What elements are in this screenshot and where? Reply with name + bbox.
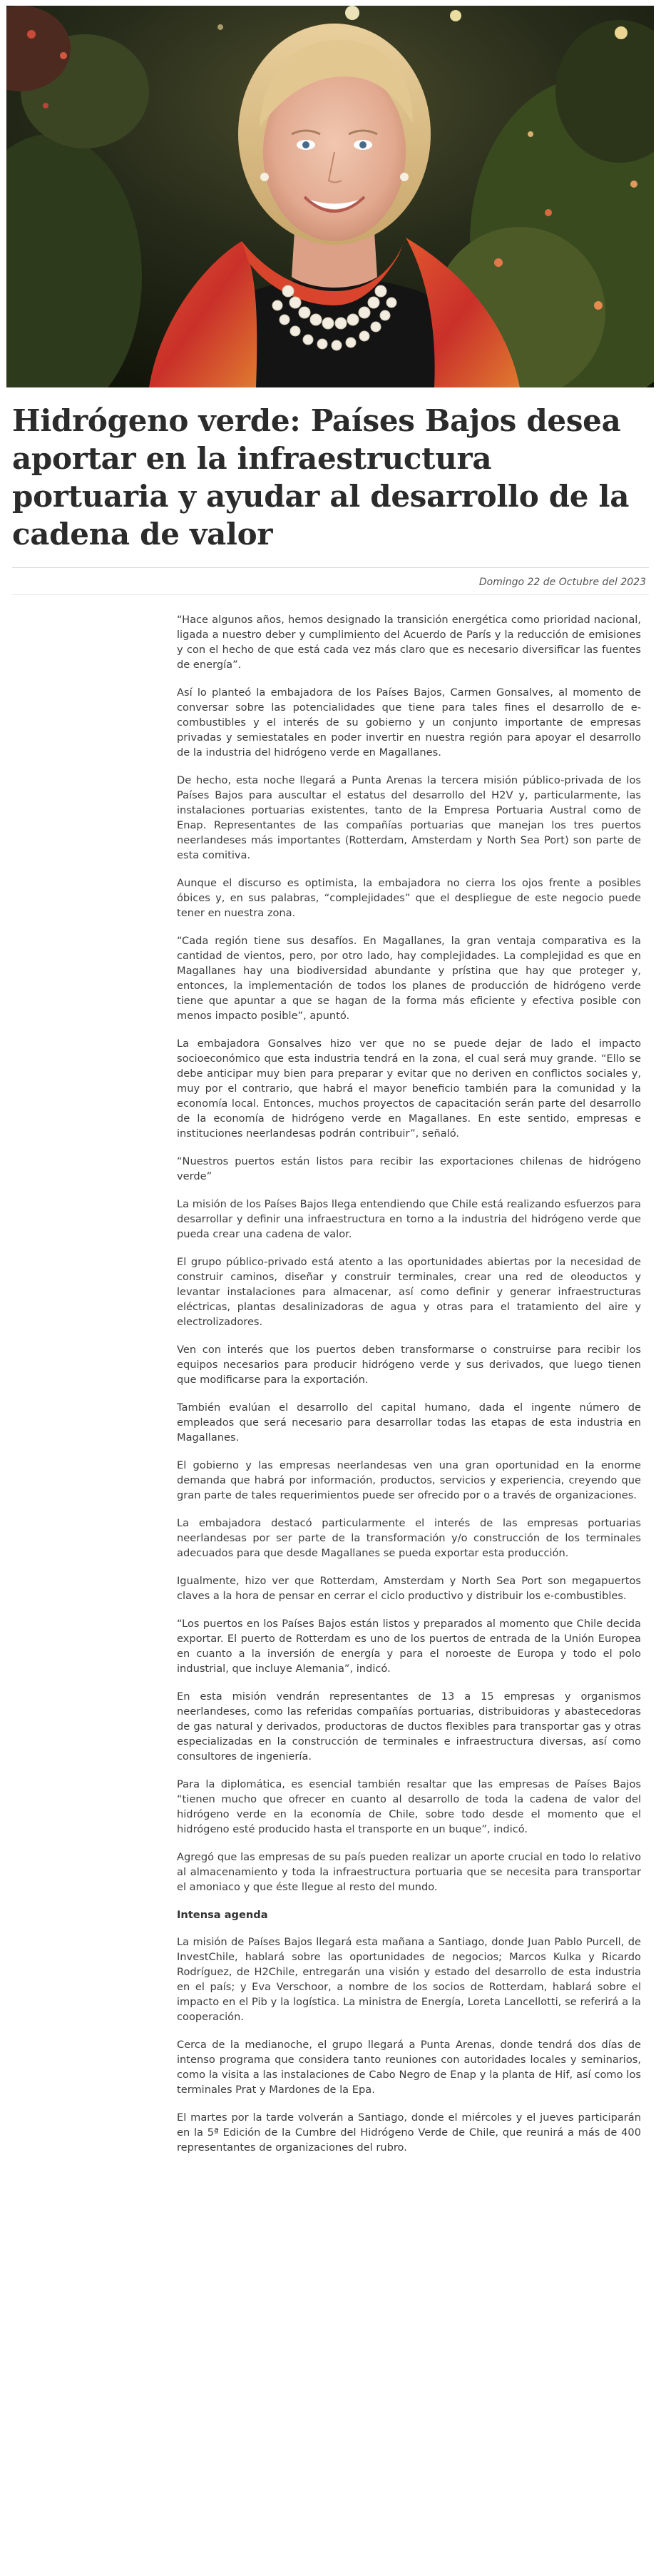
paragraph: Aunque el discurso es optimista, la embajadora no cierra los ojos frente a posibles óbices y, en sus palabras, “complejidades” que el despliegue de este negocio puede tener en nuestra zona. <box>177 877 641 919</box>
paragraph: La embajadora Gonsalves hizo ver que no se puede dejar de lado el impacto socioeconómico que esta industria tendrá en la zona, el cual será muy grande. “Ello se debe anticipar muy bien para preparar y evitar que no deriven en conflictos sociales y, muy por el contrario, que habrá el mayor beneficio también para la comunidad y la economía local. Entonces, muchos proyectos de capacitación serán parte del desarrollo de la economía de hidrógeno verde en Magallanes. En este sentido, empresas e instituciones neerlandesas podrán contribuir”, señaló. <box>177 1038 641 1140</box>
paragraph: “Los puertos en los Países Bajos están listos y preparados al momento que Chile decida exportar. El puerto de Rotterdam es uno de los puertos de entrada de la Unión Europea en cuanto a la inversión de energía y para el noroeste de Europa y todo el polo industrial, que incluye Alemania”, indicó. <box>177 1618 641 1675</box>
publish-date: Domingo 22 de Octubre del 2023 <box>478 577 646 588</box>
article-body <box>177 612 641 2155</box>
paragraph: Agregó que las empresas de su país pueden realizar un aporte crucial en todo lo relativo al almacenamiento y toda la infraestructura portuaria que se necesita para transportar el amoniaco y que éste llegue al resto del mundo. <box>177 1851 641 1893</box>
paragraph: También evalúan el desarrollo del capital humano, dada el ingente número de empleados que será necesario para desarrollar todas las etapas de esta industria en Magallanes. <box>177 1401 641 1444</box>
paragraph: La misión de los Países Bajos llega entendiendo que Chile está realizando esfuerzos para desarrollar y definir una infraestructura en torno a la industria del hidrógeno verde que pueda crear una cadena de valor. <box>177 1198 641 1240</box>
paragraph: Así lo planteó la embajadora de los Países Bajos, Carmen Gonsalves, al momento de conversar sobre las potencialidades que tiene para tales fines el desarrollo de e-combustibles y el interés de su gobierno y un conjunto importante de empresas privadas y semiestatales en poder invertir en nuestra región para apoyar el desarrollo de la industria del hidrógeno verde en Magallanes. <box>177 686 641 759</box>
paragraph: Igualmente, hizo ver que Rotterdam, Amsterdam y North Sea Port son megapuertos claves a la hora de pensar en cerrar el ciclo productivo y distribuir los e-combustibles. <box>177 1575 641 1602</box>
paragraph: En esta misión vendrán representantes de 13 a 15 empresas y organismos neerlandeses, como las referidas compañías portuarias, distribuidoras y abastecedoras de gas natural y derivados, productoras de ductos flexibles para transportar gas y otras especializadas en la construcción de terminales e infraestructura diversas, así como consultores de ingeniería. <box>177 1690 641 1763</box>
paragraph: “Hace algunos años, hemos designado la transición energética como prioridad nacional, ligada a nuestro deber y cumplimiento del Acuerdo de París y la reducción de emisiones y con el hecho de que está cada vez más claro que es necesario diversificar las fuentes de energía”. <box>177 614 641 671</box>
paragraph: “Nuestros puertos están listos para recibir las exportaciones chilenas de hidrógeno verde” <box>177 1155 641 1182</box>
date-divider <box>12 594 649 595</box>
paragraph: Para la diplomática, es esencial también resaltar que las empresas de Países Bajos “tienen mucho que ofrecer en cuanto al desarrollo de toda la cadena de valor del hidrógeno verde en la economía de Chile, sobre todo desde el momento que el hidrógeno esté producido hasta el transporte en un buque”, indicó. <box>177 1778 641 1835</box>
paragraph: Ven con interés que los puertos deben transformarse o construirse para recibir los equipos necesarios para producir hidrógeno verde y sus derivados, que luego tienen que modificarse para la exportación. <box>177 1344 641 1386</box>
paragraph: “Cada región tiene sus desafíos. En Magallanes, la gran ventaja comparativa es la cantidad de vientos, pero, por otro lado, hay complejidades. La complejidad es que en Magallanes hay una biodiversidad abundante y prístina que hay que proteger y, entonces, la implementación de todos los planes de producción de hidrógeno verde tiene que apuntar a que se hagan de la forma más eficiente y efectiva posible con menos impacto posible”, apuntó. <box>177 935 641 1022</box>
paragraph: El martes por la tarde volverán a Santiago, donde el miércoles y el jueves participarán en la 5ª Edición de la Cumbre del Hidrógeno Verde de Chile, que reunirá a más de 400 representantes de organizaciones del rubro. <box>177 2111 641 2154</box>
paragraph: El gobierno y las empresas neerlandesas ven una gran oportunidad en la enorme demanda que habrá por información, productos, servicios y experiencia, creyendo que gran parte de tales requerimientos puede ser ofrecido por o a través de organizaciones. <box>177 1459 641 1501</box>
paragraph: La misión de Países Bajos llegará esta mañana a Santiago, donde Juan Pablo Purcell, de InvestChile, hablará sobre las oportunidades de negocios; Marcos Kulka y Ricardo Rodríguez, de H2Chile, entregarán una visión y estado del desarrollo de esta industria en el país; y Eva Verschoor, a nombre de los socios de Rotterdam, hablará sobre el impacto en el Pib y la logística. La ministra de Energía, Loreta Lancellotti, se referirá a la cooperación. <box>177 1936 641 2023</box>
section-subheading: Intensa agenda <box>177 1909 268 1921</box>
article-photo <box>6 6 654 387</box>
paragraph: La embajadora destacó particularmente el interés de las empresas portuarias neerlandesas por ser parte de la transformación y/o construcción de los terminales adecuados para que desde Magallanes se pueda exportar esta producción. <box>177 1517 641 1559</box>
headline-divider <box>12 567 649 568</box>
article-headline: Hidrógeno verde: Países Bajos desea aportar en la infraestructura portuaria y ayudar al desarrollo de la cadena de valor <box>12 403 630 552</box>
paragraph: El grupo público-privado está atento a las oportunidades abiertas por la necesidad de construir caminos, diseñar y construir terminales, crear una red de oleoductos y levantar instalaciones para almacenar, así como definir y generar infraestructuras eléctricas, plantas desalinizadoras de agua y otras para el tratamiento del aire y electrolizadores. <box>177 1256 641 1328</box>
paragraph: De hecho, esta noche llegará a Punta Arenas la tercera misión público-privada de los Países Bajos para auscultar el estatus del desarrollo del H2V y, particularmente, las instalaciones portuarias existentes, tanto de la Empresa Portuaria Austral como de Enap. Representantes de las compañías portuarias que manejan los tres puertos neerlandeses más importantes (Rotterdam, Amsterdam y North Sea Port) son parte de esta comitiva. <box>177 774 641 861</box>
paragraph: Cerca de la medianoche, el grupo llegará a Punta Arenas, donde tendrá dos días de intenso programa que considera tanto reuniones con autoridades locales y seminarios, como la visita a las instalaciones de Cabo Negro de Enap y la planta de Hif, así como los terminales Prat y Mardones de la Epa. <box>177 2039 641 2096</box>
